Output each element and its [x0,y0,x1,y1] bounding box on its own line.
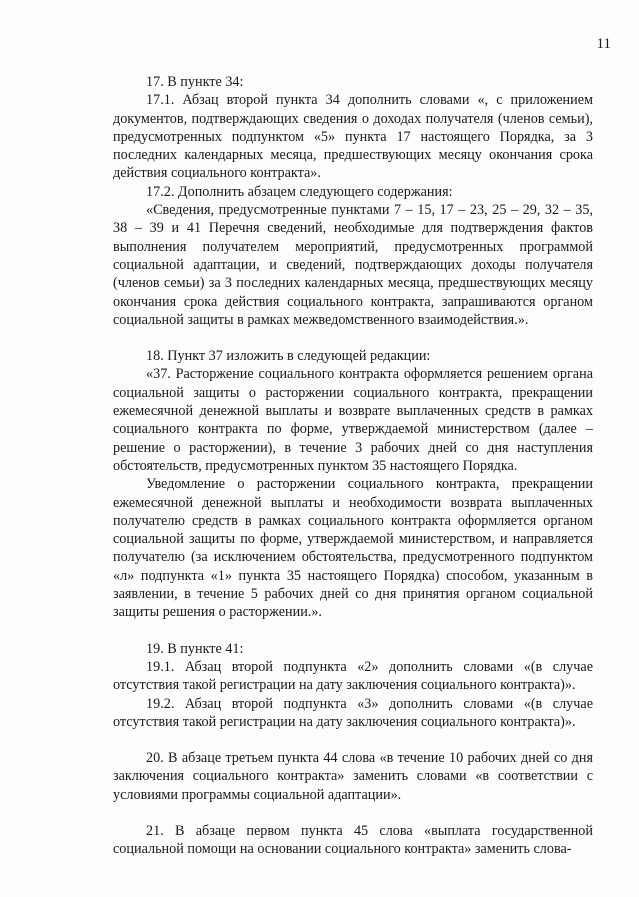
paragraph: Уведомление о расторжении социального контракта, прекращении ежемесячной денежной выплаты и необходимости возврата выплаченных получателю средств в рамках социального контракта оформляется органом социальной защиты по форме, утверждаемой министерством, и направляется получателю (за исключением обстоятельства, предусмотренного подпунктом «л» подпункта «1» пункта 35 настоящего Порядка) способом, указанным в заявлении, в течение 5 рабочих дней со дня принятия органом социальной защиты решения о расторжении.». [113,476,593,621]
paragraph: 17. В пункте 34: [146,74,244,90]
paragraph: 17.2. Дополнить абзацем следующего содержания: [146,183,453,200]
paragraph: «Сведения, предусмотренные пунктами 7 – 15, 17 – 23, 25 – 29, 32 – 35, 38 – 39 и 41 Перечня сведений, необходимые для подтверждения фактов выполнения получателем мероприятий, предусмотренных программой социальной адаптации, и сведений, подтверждающих доходы получателя (членов семьи) за 3 последних календарных месяца, предшествующих месяцу окончания срока действия социального контракта, запрашиваются органом социальной защиты в рамках межведомственного взаимодействия.». [113,202,593,328]
paragraph: 19. В пункте 41: [146,640,244,657]
paragraph: 21. В абзаце первом пункта 45 слова «выплата государственной социальной помощи на основании социального контракта» заменить слова- [113,822,593,858]
paragraph: 19.1. Абзац второй подпункта «2» дополнить словами «(в случае отсутствия такой регистрации на дату заключения социального контракта)». [113,658,593,694]
paragraph: 18. Пункт 37 изложить в следующей редакции: [146,348,431,365]
section-item-18 [113,347,593,621]
section-item-19 [113,640,593,731]
section-item-21 [113,822,593,859]
section-item-17 [113,73,593,329]
paragraph: 20. В абзаце третьем пункта 44 слова «в течение 10 рабочих дней со дня заключения социального контракта» заменить словами «в соответствии с условиями программы социальной адаптации». [113,750,593,803]
paragraph: 19.2. Абзац второй подпункта «3» дополнить словами «(в случае отсутствия такой регистрации на дату заключения социального контракта)». [113,695,593,730]
document-body [113,73,593,859]
section-item-20 [113,749,593,804]
paragraph: 17.1. Абзац второй пункта 34 дополнить словами «, с приложением документов, подтверждающих сведения о доходах получателя (членов семьи), предусмотренных подпунктом «5» пункта 17 настоящего Порядка, за 3 последних календарных месяца, предшествующих месяцу окончания срока действия социального контракта». [113,92,593,182]
page-number: 11 [596,36,611,52]
paragraph: «37. Расторжение социального контракта оформляется решением органа социальной защиты о расторжении социального контракта, прекращении ежемесячной денежной выплаты и возврате выплаченных средств в рамках социального контракта по форме, утверждаемой министерством (далее – решение о расторжении), в течение 3 рабочих дней со дня наступления обстоятельств, предусмотренных пунктом 35 настоящего Порядка. [113,366,593,474]
